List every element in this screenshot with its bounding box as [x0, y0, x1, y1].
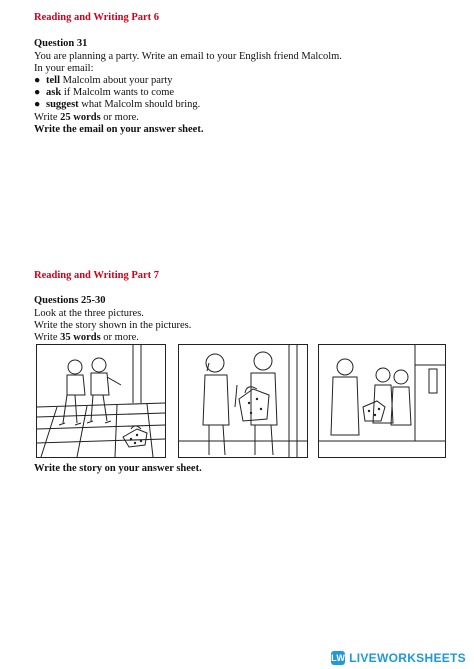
bullet-icon: ● — [34, 87, 41, 98]
part7-word-count: Write 35 words or more. — [34, 332, 139, 343]
boys-find-bag-illustration — [37, 345, 165, 457]
part6-intro: You are planning a party. Write an email to your English friend Malcolm. — [34, 51, 342, 62]
part6-bullet-tell: ● tell Malcolm about your party — [34, 75, 173, 86]
part7-question: Questions 25-30 — [34, 295, 106, 306]
bullet-icon: ● — [34, 75, 41, 86]
story-picture-3 — [318, 344, 446, 458]
part6-word-count: Write 25 words or more. — [34, 112, 139, 123]
part6-question: Question 31 — [34, 38, 88, 49]
part7-line1: Look at the three pictures. — [34, 308, 144, 319]
part7-line2: Write the story shown in the pictures. — [34, 320, 192, 331]
bullet-icon: ● — [34, 99, 41, 110]
liveworksheets-logo-icon: LW — [331, 653, 346, 663]
woman-receives-bag-illustration — [319, 345, 445, 457]
part7-title: Reading and Writing Part 7 — [34, 270, 160, 281]
part6-bullet-ask: ● ask if Malcolm wants to come — [34, 87, 175, 98]
part6-prompt: In your email: — [34, 63, 94, 74]
liveworksheets-logo[interactable] — [331, 651, 466, 665]
part7-instruction: Write the story on your answer sheet. — [34, 463, 202, 474]
part6-title: Reading and Writing Part 6 — [34, 12, 160, 23]
story-picture-1 — [36, 344, 166, 458]
boy-phones-illustration — [179, 345, 307, 457]
part6-instruction: Write the email on your answer sheet. — [34, 124, 204, 135]
liveworksheets-logo-text: LIVEWORKSHEETS — [349, 651, 466, 665]
part6-bullet-suggest: ● suggest what Malcolm should bring. — [34, 99, 201, 110]
story-picture-2 — [178, 344, 308, 458]
